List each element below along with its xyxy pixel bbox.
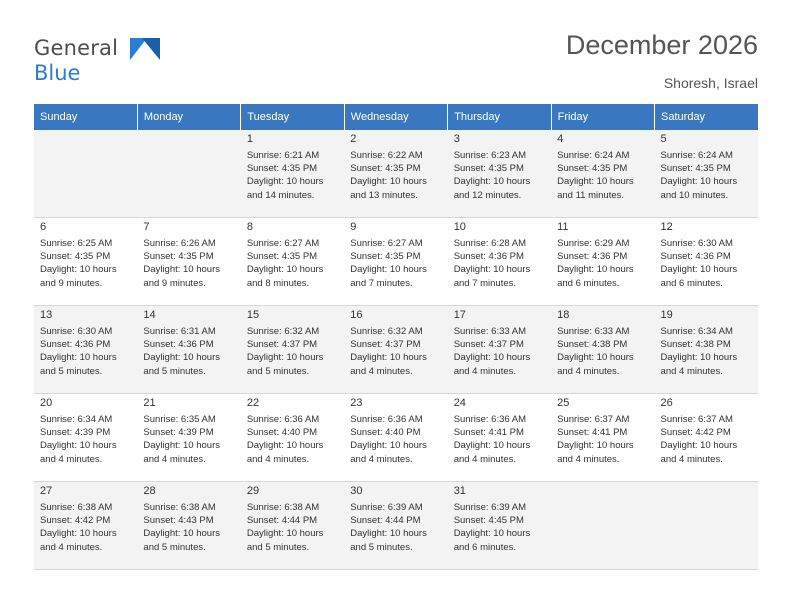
- day-details: [247, 501, 338, 554]
- calendar-week-row: [34, 482, 758, 570]
- day-detail-line: Sunset: 4:37 PM: [246, 339, 318, 351]
- calendar-week-row: [34, 394, 758, 482]
- day-detail-line: Sunrise: 6:27 AM: [246, 238, 320, 249]
- calendar-cell: [655, 306, 758, 394]
- day-number: 21: [143, 397, 156, 409]
- day-details: [454, 501, 545, 554]
- day-detail-line: Daylight: 10 hours: [453, 176, 531, 188]
- calendar-week-row: [34, 218, 758, 306]
- day-detail-line: Sunset: 4:44 PM: [246, 515, 318, 527]
- day-number: 8: [246, 221, 253, 233]
- day-detail-line: and 4 minutes.: [350, 453, 413, 465]
- day-detail-line: Daylight: 10 hours: [660, 352, 738, 364]
- day-detail-line: Sunset: 4:42 PM: [40, 515, 111, 527]
- day-detail-line: and 4 minutes.: [143, 453, 206, 465]
- calendar-cell: [137, 482, 240, 570]
- day-detail-line: and 7 minutes.: [350, 277, 413, 289]
- day-detail-line: Sunrise: 6:32 AM: [246, 326, 320, 337]
- day-detail-line: Sunset: 4:35 PM: [350, 163, 421, 175]
- day-detail-line: Daylight: 10 hours: [143, 264, 220, 276]
- day-number: 25: [557, 397, 570, 409]
- day-detail-line: Sunrise: 6:34 AM: [660, 326, 733, 337]
- day-details: [247, 149, 338, 202]
- day-detail-line: Sunrise: 6:27 AM: [350, 238, 423, 249]
- day-detail-line: Daylight: 10 hours: [246, 352, 324, 364]
- calendar-cell: [551, 130, 654, 218]
- day-number: 2: [350, 133, 357, 145]
- day-number: 30: [350, 485, 363, 497]
- page-title: December 2026: [565, 30, 758, 60]
- day-detail-line: and 14 minutes.: [246, 189, 315, 201]
- day-detail-line: and 4 minutes.: [660, 365, 723, 377]
- day-number: 10: [453, 221, 466, 233]
- day-detail-line: Sunrise: 6:36 AM: [246, 414, 320, 425]
- day-number: 17: [453, 309, 466, 321]
- day-detail-line: Daylight: 10 hours: [143, 528, 220, 540]
- day-detail-line: Sunrise: 6:37 AM: [557, 414, 630, 425]
- day-detail-line: Daylight: 10 hours: [350, 352, 427, 364]
- day-detail-line: Sunrise: 6:30 AM: [660, 238, 733, 249]
- day-detail-line: Sunrise: 6:36 AM: [453, 414, 527, 425]
- day-detail-line: Sunset: 4:35 PM: [143, 251, 214, 263]
- day-details: [40, 237, 131, 290]
- day-number: 19: [660, 309, 673, 321]
- calendar-cell: [448, 218, 551, 306]
- day-detail-line: Daylight: 10 hours: [246, 176, 324, 188]
- calendar-cell: [241, 306, 344, 394]
- day-detail-line: and 4 minutes.: [453, 453, 517, 465]
- weekday-header-tuesday: Tuesday: [241, 104, 344, 130]
- day-details: [143, 237, 234, 290]
- day-detail-line: Daylight: 10 hours: [350, 264, 427, 276]
- day-detail-line: and 7 minutes.: [453, 277, 517, 289]
- day-number: 11: [557, 221, 569, 233]
- day-details: [661, 237, 752, 290]
- day-detail-line: and 4 minutes.: [557, 365, 620, 377]
- calendar-cell: [344, 130, 447, 218]
- day-detail-line: and 4 minutes.: [40, 453, 103, 465]
- weekday-header-wednesday: Wednesday: [344, 104, 447, 130]
- day-detail-line: Sunset: 4:36 PM: [557, 251, 628, 263]
- calendar-cell: [34, 218, 137, 306]
- calendar-cell: [34, 306, 137, 394]
- day-detail-line: Sunrise: 6:29 AM: [557, 238, 630, 249]
- day-detail-line: Sunset: 4:45 PM: [453, 515, 524, 527]
- day-detail-line: Sunset: 4:41 PM: [557, 427, 628, 439]
- day-number: 29: [246, 485, 260, 497]
- day-detail-line: Daylight: 10 hours: [143, 440, 220, 452]
- day-detail-line: Daylight: 10 hours: [557, 264, 634, 276]
- day-details: [454, 237, 545, 290]
- weekday-header-saturday: Saturday: [655, 104, 758, 130]
- weekday-header-monday: Monday: [137, 104, 240, 130]
- day-detail-line: Sunset: 4:38 PM: [557, 339, 628, 351]
- day-details: [247, 325, 338, 378]
- day-detail-line: and 9 minutes.: [143, 277, 206, 289]
- day-detail-line: Sunrise: 6:37 AM: [660, 414, 733, 425]
- day-detail-line: Sunrise: 6:23 AM: [453, 150, 527, 161]
- day-number: 18: [557, 309, 570, 321]
- calendar-cell: [241, 482, 344, 570]
- day-number: 16: [350, 309, 363, 321]
- calendar-cell: [137, 218, 240, 306]
- day-detail-line: Daylight: 10 hours: [557, 176, 634, 188]
- day-number: 7: [143, 221, 150, 233]
- calendar-cell: [344, 306, 447, 394]
- day-detail-line: Sunset: 4:44 PM: [350, 515, 421, 527]
- calendar-cell: [551, 306, 654, 394]
- day-detail-line: Sunrise: 6:38 AM: [143, 502, 216, 513]
- day-details: [350, 501, 441, 554]
- day-detail-line: Daylight: 10 hours: [40, 528, 117, 540]
- calendar-cell-empty: [137, 130, 240, 218]
- day-details: [661, 149, 752, 202]
- day-detail-line: Sunset: 4:35 PM: [660, 163, 731, 175]
- day-detail-line: Sunset: 4:36 PM: [143, 339, 214, 351]
- day-detail-line: and 5 minutes.: [143, 365, 206, 377]
- day-detail-line: and 10 minutes.: [660, 189, 729, 201]
- calendar-cell: [34, 482, 137, 570]
- day-detail-line: Sunrise: 6:25 AM: [40, 238, 113, 249]
- day-number: 14: [143, 309, 156, 321]
- day-detail-line: and 5 minutes.: [350, 541, 413, 553]
- day-detail-line: Daylight: 10 hours: [143, 352, 220, 364]
- day-detail-line: Sunset: 4:43 PM: [143, 515, 214, 527]
- day-details: [350, 237, 441, 290]
- day-detail-line: Daylight: 10 hours: [453, 352, 531, 364]
- page-header: [34, 30, 758, 102]
- day-detail-line: Sunset: 4:36 PM: [660, 251, 731, 263]
- day-detail-line: and 9 minutes.: [40, 277, 103, 289]
- day-detail-line: Sunset: 4:35 PM: [453, 163, 524, 175]
- day-details: [40, 325, 131, 378]
- day-number: 9: [350, 221, 357, 233]
- calendar-body: [34, 130, 758, 570]
- day-detail-line: Sunrise: 6:34 AM: [40, 414, 113, 425]
- calendar-cell: [448, 394, 551, 482]
- day-detail-line: Daylight: 10 hours: [660, 264, 738, 276]
- day-detail-line: Sunrise: 6:32 AM: [350, 326, 423, 337]
- calendar-week-row: [34, 306, 758, 394]
- calendar-cell: [448, 482, 551, 570]
- day-detail-line: Sunset: 4:35 PM: [40, 251, 111, 263]
- day-detail-line: Sunrise: 6:33 AM: [453, 326, 527, 337]
- day-details: [661, 325, 752, 378]
- day-detail-line: Sunset: 4:36 PM: [40, 339, 111, 351]
- day-detail-line: Daylight: 10 hours: [246, 440, 324, 452]
- day-number: 13: [40, 309, 53, 321]
- day-detail-line: Daylight: 10 hours: [350, 528, 427, 540]
- day-detail-line: Daylight: 10 hours: [660, 440, 738, 452]
- calendar-cell-empty: [655, 482, 758, 570]
- weekday-header-sunday: Sunday: [34, 104, 137, 130]
- day-detail-line: Sunset: 4:35 PM: [246, 163, 318, 175]
- calendar-cell: [344, 482, 447, 570]
- day-details: [143, 325, 234, 378]
- day-detail-line: Sunset: 4:39 PM: [40, 427, 111, 439]
- day-detail-line: Sunrise: 6:28 AM: [453, 238, 527, 249]
- day-detail-line: Daylight: 10 hours: [557, 440, 634, 452]
- day-detail-line: and 11 minutes.: [557, 189, 625, 201]
- day-detail-line: Sunrise: 6:30 AM: [40, 326, 113, 337]
- weekday-header-row: [34, 104, 758, 130]
- day-detail-line: Sunrise: 6:21 AM: [246, 150, 320, 161]
- logo-text-general: General: [34, 36, 119, 60]
- calendar-cell: [551, 218, 654, 306]
- day-number: 20: [40, 397, 53, 409]
- logo-text-blue: Blue: [34, 61, 81, 85]
- calendar-cell: [448, 306, 551, 394]
- day-number: 6: [40, 221, 47, 233]
- day-details: [557, 237, 648, 290]
- calendar-cell: [137, 306, 240, 394]
- day-detail-line: and 5 minutes.: [143, 541, 206, 553]
- calendar-cell: [344, 394, 447, 482]
- day-detail-line: and 5 minutes.: [246, 365, 310, 377]
- day-detail-line: and 6 minutes.: [660, 277, 723, 289]
- day-details: [143, 501, 234, 554]
- day-number: 15: [246, 309, 260, 321]
- day-detail-line: Daylight: 10 hours: [350, 176, 427, 188]
- day-details: [454, 149, 545, 202]
- day-detail-line: Sunrise: 6:24 AM: [557, 150, 630, 161]
- calendar-week-row: [34, 130, 758, 218]
- day-detail-line: Sunrise: 6:36 AM: [350, 414, 423, 425]
- day-detail-line: and 4 minutes.: [40, 541, 103, 553]
- day-detail-line: Daylight: 10 hours: [40, 352, 117, 364]
- day-detail-line: and 5 minutes.: [40, 365, 103, 377]
- day-detail-line: Sunset: 4:41 PM: [453, 427, 524, 439]
- day-detail-line: Sunrise: 6:38 AM: [246, 502, 320, 513]
- day-number: 31: [453, 485, 466, 497]
- day-detail-line: Sunrise: 6:22 AM: [350, 150, 423, 161]
- day-details: [350, 149, 441, 202]
- day-detail-line: Sunset: 4:39 PM: [143, 427, 214, 439]
- day-detail-line: Sunrise: 6:26 AM: [143, 238, 216, 249]
- day-number: 5: [660, 133, 667, 145]
- day-number: 23: [350, 397, 363, 409]
- day-detail-line: Daylight: 10 hours: [453, 264, 531, 276]
- day-detail-line: Daylight: 10 hours: [453, 528, 531, 540]
- location-label: Shoresh, Israel: [663, 75, 758, 91]
- day-details: [40, 413, 131, 466]
- calendar-cell: [241, 218, 344, 306]
- day-number: 26: [660, 397, 673, 409]
- calendar-cell: [137, 394, 240, 482]
- calendar-cell-empty: [551, 482, 654, 570]
- day-number: 1: [246, 133, 253, 145]
- calendar-table: [34, 104, 758, 570]
- day-number: 3: [453, 133, 460, 145]
- day-detail-line: Sunset: 4:36 PM: [453, 251, 524, 263]
- day-detail-line: and 4 minutes.: [660, 453, 723, 465]
- day-number: 4: [557, 133, 564, 145]
- day-details: [557, 413, 648, 466]
- day-detail-line: Sunset: 4:35 PM: [557, 163, 628, 175]
- calendar-cell: [344, 218, 447, 306]
- day-details: [350, 413, 441, 466]
- day-detail-line: Sunset: 4:38 PM: [660, 339, 731, 351]
- day-detail-line: Daylight: 10 hours: [557, 352, 634, 364]
- day-details: [247, 237, 338, 290]
- day-number: 22: [246, 397, 260, 409]
- day-detail-line: Daylight: 10 hours: [350, 440, 427, 452]
- day-detail-line: Sunset: 4:40 PM: [350, 427, 421, 439]
- day-detail-line: Sunrise: 6:31 AM: [143, 326, 216, 337]
- day-detail-line: Daylight: 10 hours: [40, 264, 117, 276]
- day-detail-line: and 4 minutes.: [350, 365, 413, 377]
- day-detail-line: Sunset: 4:37 PM: [453, 339, 524, 351]
- calendar-cell: [241, 394, 344, 482]
- day-detail-line: Sunset: 4:35 PM: [350, 251, 421, 263]
- day-detail-line: Sunset: 4:37 PM: [350, 339, 421, 351]
- day-detail-line: Sunrise: 6:35 AM: [143, 414, 216, 425]
- calendar-cell: [655, 394, 758, 482]
- day-detail-line: Daylight: 10 hours: [40, 440, 117, 452]
- day-number: 27: [40, 485, 53, 497]
- day-detail-line: and 12 minutes.: [453, 189, 522, 201]
- day-detail-line: and 4 minutes.: [453, 365, 517, 377]
- day-details: [143, 413, 234, 466]
- day-detail-line: Daylight: 10 hours: [660, 176, 738, 188]
- day-details: [454, 325, 545, 378]
- day-number: 12: [660, 221, 673, 233]
- day-details: [557, 325, 648, 378]
- day-detail-line: and 13 minutes.: [350, 189, 418, 201]
- day-detail-line: and 6 minutes.: [557, 277, 620, 289]
- day-detail-line: and 4 minutes.: [557, 453, 620, 465]
- day-detail-line: and 8 minutes.: [246, 277, 310, 289]
- weekday-header-thursday: Thursday: [448, 104, 551, 130]
- weekday-header-friday: Friday: [551, 104, 654, 130]
- flag-icon: [130, 38, 160, 60]
- day-detail-line: Sunrise: 6:33 AM: [557, 326, 630, 337]
- day-details: [454, 413, 545, 466]
- day-detail-line: Daylight: 10 hours: [246, 528, 324, 540]
- day-detail-line: and 5 minutes.: [246, 541, 310, 553]
- calendar-cell-empty: [34, 130, 137, 218]
- day-detail-line: Sunrise: 6:38 AM: [40, 502, 113, 513]
- day-details: [350, 325, 441, 378]
- day-detail-line: Sunrise: 6:39 AM: [453, 502, 527, 513]
- calendar-cell: [551, 394, 654, 482]
- calendar-cell: [241, 130, 344, 218]
- day-details: [247, 413, 338, 466]
- calendar-cell: [34, 394, 137, 482]
- day-detail-line: Sunset: 4:42 PM: [660, 427, 731, 439]
- day-details: [40, 501, 131, 554]
- calendar-cell: [655, 130, 758, 218]
- day-detail-line: Sunrise: 6:24 AM: [660, 150, 733, 161]
- logo[interactable]: [34, 36, 234, 86]
- day-details: [557, 149, 648, 202]
- day-detail-line: Sunrise: 6:39 AM: [350, 502, 423, 513]
- day-details: [661, 413, 752, 466]
- day-detail-line: and 6 minutes.: [453, 541, 517, 553]
- day-detail-line: Daylight: 10 hours: [453, 440, 531, 452]
- calendar-cell: [448, 130, 551, 218]
- day-number: 24: [453, 397, 466, 409]
- calendar-cell: [655, 218, 758, 306]
- day-detail-line: Sunset: 4:35 PM: [246, 251, 318, 263]
- day-detail-line: Sunset: 4:40 PM: [246, 427, 318, 439]
- day-detail-line: Daylight: 10 hours: [246, 264, 324, 276]
- day-detail-line: and 4 minutes.: [246, 453, 310, 465]
- day-number: 28: [143, 485, 156, 497]
